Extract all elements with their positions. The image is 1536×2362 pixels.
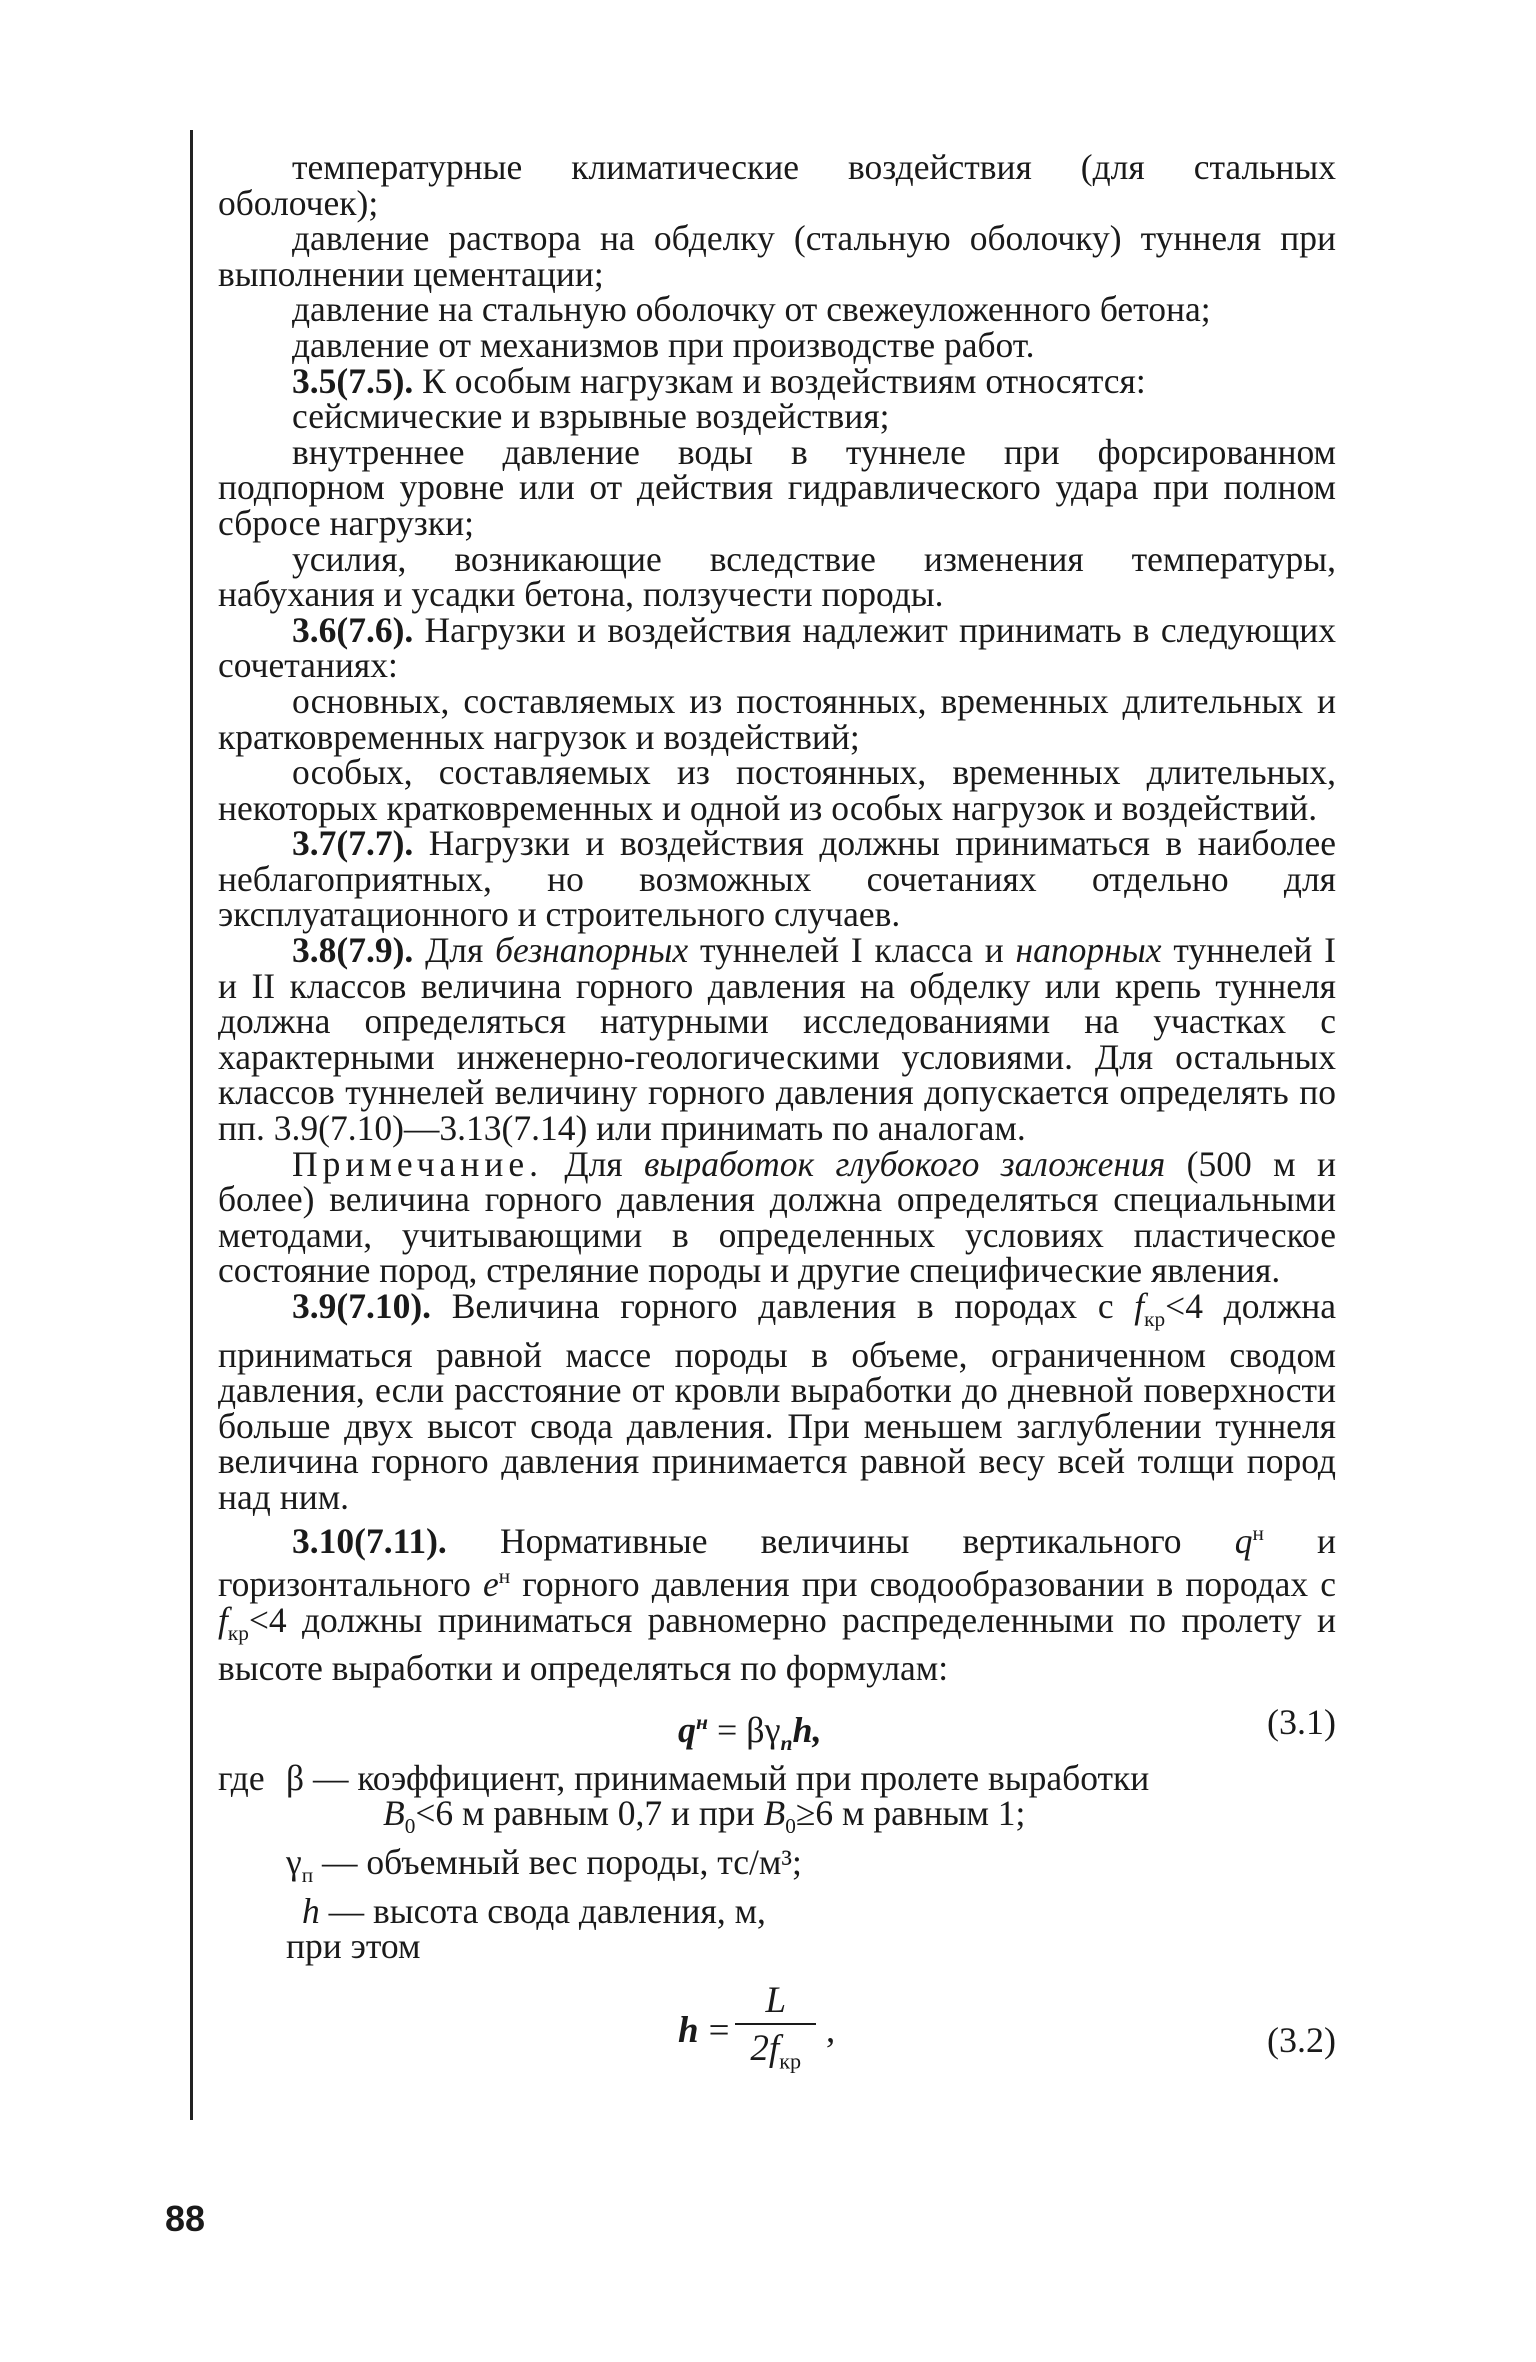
clause-text: горного давления при сводообразовании в породах с: [510, 1563, 1336, 1604]
clause-text: <4 должны приниматься равномерно распределенными по пролету и высоте выработки и определяться по формулам:: [218, 1599, 1336, 1689]
subscript: п: [780, 1730, 793, 1755]
superscript: н: [1252, 1520, 1264, 1545]
symbol-B: B: [383, 1793, 405, 1834]
superscript: н: [498, 1564, 511, 1589]
definition-gamma: [218, 1842, 1336, 1894]
clause-text: туннелей I и II классов величина горного давления на обделку или крепь туннеля должна определяться натурными исследованиями на участках с характерными инженерно-геологическими условиями. Для остальных классов туннелей величину горного давления допускается определять по пп. 3.9(7.10)—3.13(7.14) или принимать по аналогам.: [218, 930, 1337, 1149]
clause-text: туннелей I класса и: [688, 930, 1016, 971]
paragraph: [218, 1516, 1336, 1687]
definition-text: — высота свода давления, м,: [319, 1890, 766, 1931]
where-label: где: [218, 1757, 265, 1798]
equation-number: (3.1): [1267, 1701, 1336, 1742]
clause-text: Величина горного давления в породах с: [431, 1286, 1135, 1326]
equals-sign: =: [708, 2009, 730, 2051]
subscript: 0: [785, 1814, 796, 1839]
symbol-e: e: [482, 1563, 499, 1604]
paragraph: температурные климатические воздействия (для стальных оболочек);: [218, 147, 1336, 223]
italic-term: напорных: [1015, 930, 1162, 971]
superscript: н: [696, 1709, 708, 1734]
clause-number: 3.10(7.11).: [292, 1520, 447, 1561]
definition-text: — коэффициент, принимаемый при пролете выработки: [304, 1757, 1150, 1798]
paragraph: [218, 360, 1336, 401]
note-label: Примечание.: [292, 1143, 543, 1184]
paragraph: [218, 930, 1337, 1149]
paragraph: особых, составляемых из постоянных, временных длительных, некоторых кратковременных и одной из особых нагрузок и воздействий.: [218, 752, 1336, 828]
formula-rhs: = βγ: [708, 1709, 781, 1750]
definition-text: <6 м равным 0,7 и при: [415, 1793, 764, 1834]
clause-text: <4 должна приниматься равной массе породы в объеме, ограниченном сводом давления, если расстояние от кровли выработки до дневной поверхности больше двух высот свода давления. При меньшем заглублении туннеля величина горного давления принимается равной весу всей толщи пород над ним.: [218, 1286, 1336, 1518]
symbol-beta: β: [286, 1757, 305, 1798]
italic-term: выработок глубокого заложения: [644, 1143, 1166, 1184]
clause-text: Для: [413, 930, 496, 971]
symbol-gamma: γ: [286, 1842, 302, 1883]
definition-text: — объемный вес породы, тс/м³;: [313, 1842, 802, 1883]
formula-rhs-end: h,: [792, 1709, 822, 1750]
equation-number: (3.2): [1267, 2019, 1336, 2060]
definition-beta: [218, 1757, 1336, 1798]
paragraph: сейсмические и взрывные воздействия;: [292, 396, 890, 437]
symbol-f: f: [218, 1599, 228, 1640]
denominator-text: 2f: [750, 2027, 780, 2069]
clause-number: 3.6(7.6).: [292, 609, 414, 650]
formula-3-1: [218, 1697, 1336, 1753]
paragraph: усилия, возникающие вследствие изменения температуры, набухания и усадки бетона, ползучести породы.: [218, 538, 1336, 615]
margin-rule: [190, 130, 193, 2120]
note-paragraph: [218, 1143, 1336, 1291]
subscript: кр: [779, 2047, 802, 2073]
fraction-denominator: [750, 2025, 801, 2079]
subscript: кр: [227, 1620, 249, 1645]
definition-text: ≥6 м равным 1;: [795, 1793, 1026, 1834]
formula-lhs: h: [678, 2009, 699, 2051]
clause-text: Нагрузки и воздействия надлежит принимать в следующих сочетаниях:: [218, 609, 1336, 686]
paragraph: [218, 1286, 1336, 1518]
definition-beta-cont: [218, 1793, 1336, 1845]
subscript: п: [301, 1863, 314, 1888]
symbol-q: q: [1234, 1520, 1253, 1561]
clause-number: 3.7(7.7).: [292, 823, 414, 864]
paragraph: [218, 823, 1336, 935]
formula-lhs: q: [678, 1709, 696, 1750]
fraction: [735, 1979, 816, 2079]
clause-number: 3.5(7.5).: [292, 360, 414, 401]
subscript: кр: [1144, 1307, 1166, 1332]
page-body: [218, 147, 1337, 2093]
note-text: Для: [542, 1143, 644, 1184]
definition-h: [218, 1890, 1336, 1931]
at-this-text: при этом: [286, 1926, 421, 1967]
fraction-numerator: L: [735, 1983, 816, 2025]
paragraph: давление на стальную оболочку от свежеуложенного бетона;: [292, 289, 1211, 330]
page-number: 88: [165, 2198, 206, 2239]
clause-text: Нагрузки и воздействия должны приниматься в наиболее неблагоприятных, но возможных сочетаниях отдельно для эксплуатационного и строительного случаев.: [218, 823, 1336, 935]
formula-expression: [678, 1705, 822, 1762]
note-text: (500 м и более) величина горного давления должна определяться специальными методами, учитывающими в определенных условиях пластическое состояние пород, стреляние породы и другие специфические явления.: [218, 1143, 1336, 1291]
fraction-expression: [678, 1979, 836, 2079]
italic-term: безнапорных: [495, 930, 689, 971]
clause-text: К особым нагрузкам и воздействиям относятся:: [413, 360, 1146, 401]
clause-number: 3.8(7.9).: [292, 930, 414, 971]
paragraph: внутреннее давление воды в туннеле при форсированном подпорном уровне или от действия гидравлического удара при полном сбросе нагрузки;: [218, 431, 1336, 543]
clause-text: Нормативные величины вертикального: [446, 1520, 1235, 1561]
paragraph: давление от механизмов при производстве работ.: [292, 324, 1035, 365]
symbol-h: h: [302, 1890, 320, 1931]
paragraph: [218, 609, 1336, 686]
definitions-list: [218, 1757, 1336, 1967]
formula-comma: ,: [826, 2009, 836, 2051]
symbol-B: B: [763, 1793, 786, 1834]
clause-text: и горизонтального: [218, 1520, 1337, 1604]
symbol-f: f: [1134, 1286, 1145, 1326]
clause-number: 3.9(7.10).: [292, 1286, 432, 1326]
paragraph: давление раствора на обделку (стальную оболочку) туннеля при выполнении цементации;: [218, 218, 1336, 294]
formula-3-2: [218, 1979, 1336, 2093]
subscript: 0: [404, 1814, 416, 1839]
at-this-line: [218, 1926, 1336, 1967]
paragraph: основных, составляемых из постоянных, временных длительных и кратковременных нагрузок и воздействий;: [218, 680, 1336, 757]
